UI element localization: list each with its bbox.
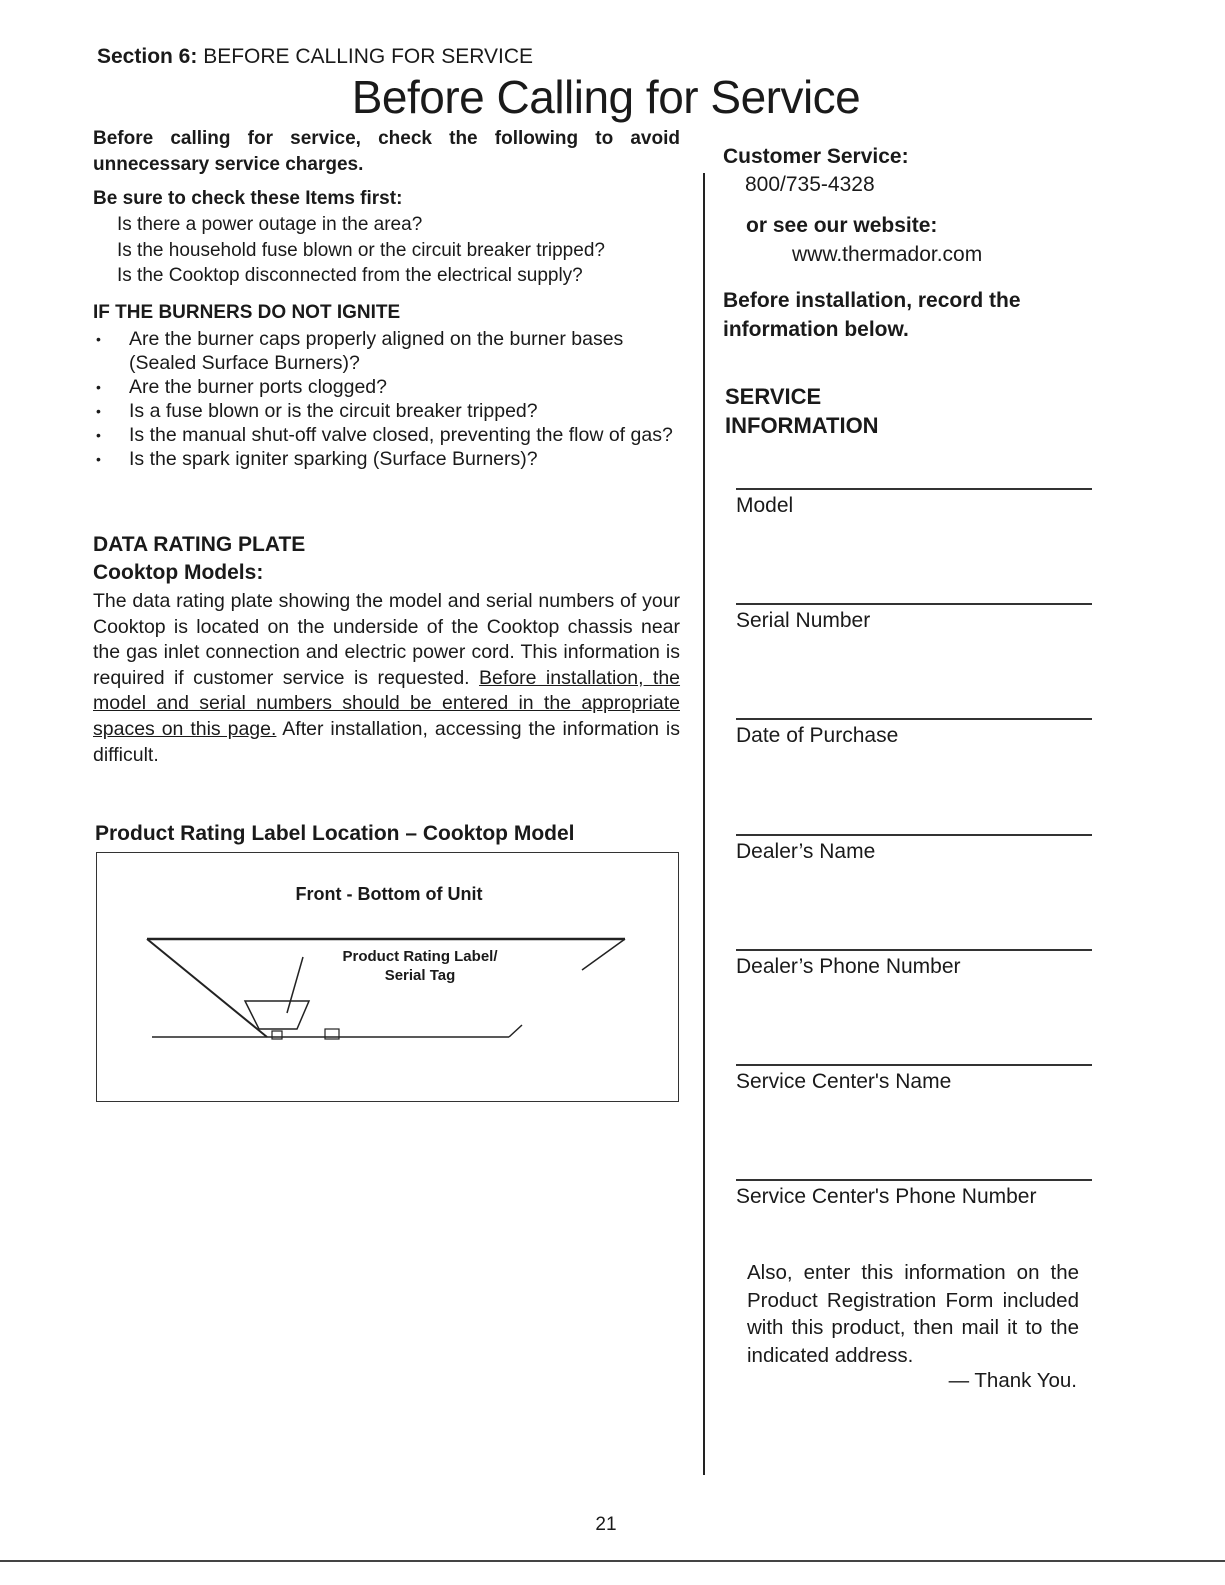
- dealer-name-field-label: Dealer’s Name: [736, 840, 876, 863]
- model-field-line[interactable]: [736, 488, 1092, 490]
- data-rating-plate-text: [93, 589, 680, 768]
- service-center-name-field-label: Service Center's Name: [736, 1070, 952, 1093]
- ignite-item: • Is a fuse blown or is the circuit breaker tripped?: [93, 399, 680, 423]
- serial-number-field-line[interactable]: [736, 603, 1092, 605]
- check-list: [117, 212, 605, 289]
- section-prefix: Section 6:: [97, 45, 198, 68]
- record-instructions: Before installation, record the information below.: [723, 289, 1021, 341]
- service-center-phone-field-line[interactable]: [736, 1179, 1092, 1181]
- dealer-name-field-line[interactable]: [736, 834, 1092, 836]
- ignite-list: [93, 327, 680, 471]
- customer-service-phone: 800/735-4328: [745, 173, 875, 196]
- cooktop-underside-diagram: [97, 853, 680, 1103]
- tag-label-line-2: Serial Tag: [384, 967, 456, 984]
- check-item: Is the household fuse blown or the circuit breaker tripped?: [117, 239, 605, 261]
- ignite-heading: IF THE BURNERS DO NOT IGNITE: [93, 302, 401, 323]
- cooktop-models-heading: Cooktop Models:: [93, 561, 264, 584]
- page-number: 21: [595, 1514, 617, 1535]
- label-location-title: Product Rating Label Location – Cooktop Model: [95, 822, 575, 845]
- website-url: www.thermador.com: [792, 243, 983, 266]
- label-pointer: [287, 957, 303, 1013]
- connector-left: [272, 1031, 282, 1039]
- cooktop-right-edge: [582, 939, 625, 970]
- label-location-diagram: [96, 852, 679, 1102]
- section-name: BEFORE CALLING FOR SERVICE: [203, 45, 534, 68]
- customer-service-heading: Customer Service:: [723, 145, 909, 168]
- drp-text: The data rating plate showing the model and serial numbers of your Cooktop is located on the underside of the Cooktop chassis near the gas inlet connection and electric power cord. This information is required if customer service is requested.: [93, 590, 680, 689]
- model-field-label: Model: [736, 494, 794, 517]
- ignite-item: • Are the burner ports clogged?: [93, 375, 680, 399]
- date-of-purchase-field-line[interactable]: [736, 718, 1092, 720]
- check-item: Is the Cooktop disconnected from the electrical supply?: [117, 265, 583, 286]
- service-center-name-field-line[interactable]: [736, 1064, 1092, 1066]
- cooktop-base-tick: [509, 1025, 522, 1037]
- service-center-phone-field-label: Service Center's Phone Number: [736, 1185, 1037, 1208]
- drp-after-text: After installation, accessing the information is difficult.: [93, 717, 680, 766]
- ignite-item: • Are the burner caps properly aligned on the burner bases (Sealed Surface Burners)?: [93, 327, 680, 375]
- ignite-item: • Is the spark igniter sparking (Surface Burners)?: [93, 447, 680, 471]
- check-item: Is there a power outage in the area?: [117, 214, 423, 235]
- check-heading: Be sure to check these Items first:: [93, 188, 403, 209]
- cooktop-left-edge: [147, 939, 267, 1037]
- registration-note: Also, enter this information on the Product Registration Form included with this product, then mail it to the indicated address.: [747, 1261, 1079, 1367]
- column-divider: [703, 173, 705, 1475]
- website-heading: or see our website:: [746, 214, 938, 237]
- service-info-line-2: INFORMATION: [725, 413, 879, 438]
- data-rating-plate-heading: DATA RATING PLATE: [93, 533, 306, 556]
- rating-label-tag: [245, 1001, 309, 1029]
- serial-number-field-label: Serial Number: [736, 609, 871, 632]
- service-info-line-1: SERVICE: [725, 384, 822, 409]
- ignite-item: • Is the manual shut-off valve closed, preventing the flow of gas?: [93, 423, 680, 447]
- page-title: Before Calling for Service: [351, 71, 861, 123]
- dealer-phone-field-label: Dealer’s Phone Number: [736, 955, 961, 978]
- service-information-heading: [725, 382, 879, 440]
- intro-text: Before calling for service, check the following to avoid unnecessary service charges.: [93, 128, 680, 175]
- thank-you: — Thank You.: [948, 1369, 1077, 1392]
- bottom-rule: [0, 1560, 1225, 1562]
- drp-underlined-text: Before installation, the model and serial numbers should be entered in the appropriate spaces on this page.: [93, 666, 681, 740]
- tag-label-line-1: Product Rating Label/: [342, 948, 498, 965]
- front-label: Front - Bottom of Unit: [295, 884, 483, 904]
- section-label: [97, 45, 533, 69]
- date-of-purchase-field-label: Date of Purchase: [736, 724, 899, 747]
- dealer-phone-field-line[interactable]: [736, 949, 1092, 951]
